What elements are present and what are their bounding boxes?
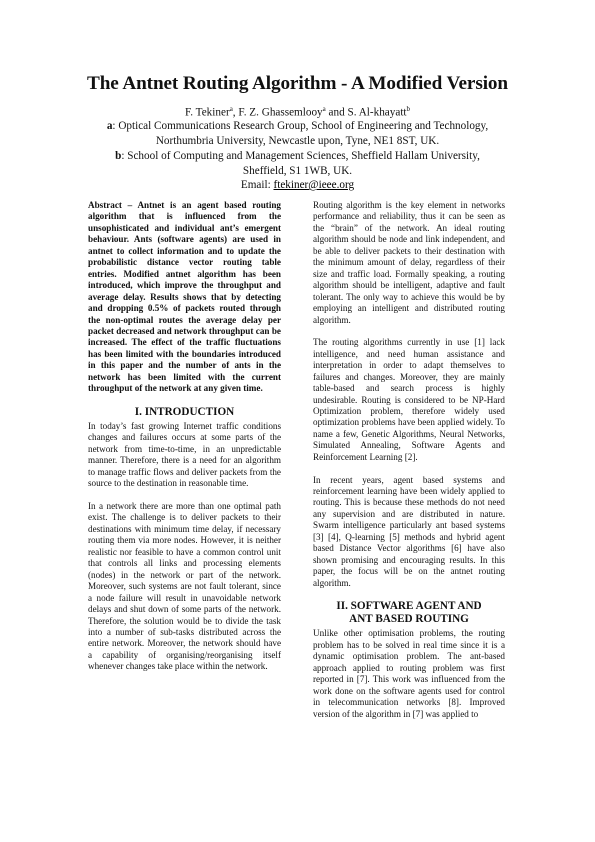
author-affil-mark: a [229,105,233,113]
author-name: F. Z. Ghassemlooy [238,106,323,119]
author-affil-mark: b [406,105,411,113]
author-separator: , [232,106,239,119]
body-paragraph: In today’s fast growing Internet traffic conditions changes and failures occurs at some parts of the network from time-to-time, in an unpredictable manner. Therefore, there is a need for an algorithm to manage traffic flows and deliver packets from the source to the destination in reasonable time. [88,421,281,489]
affiliation-line: Northumbria University, Newcastle upon, Tyne, NE1 8ST, UK. [155,135,440,147]
author-affil-mark: a [322,105,326,113]
author-line [60,102,535,121]
abstract: Abstract – Antnet is an agent based routing algorithm that is influenced from the unsophisticated and individual ant’s emergent behaviour. Ants (software agents) are used in antnet to collect information and to update the probabilistic distance vector routing table entries. Modified antnet algorithm has been introduced, which improve the throughput and average delay. Results shows that by detecting and dropping 0.5% of packets routed through the non-optimal routes the average delay per packet decreased and network throughput can be increased. The effect of the traffic fluctuations has been limited with the boundaries introduced in this paper and the number of ants in the network has been limited with the current throughput of the network at any given time. [88,200,281,394]
affiliation-line: a: Optical Communications Research Group, School of Engineering and Technology, [106,120,489,132]
affiliation-b [60,149,535,179]
affiliation-mark: b [115,150,122,162]
paper-title: The Antnet Routing Algorithm - A Modified Version [87,73,508,94]
right-column [313,200,505,731]
author-name: S. Al-khayatt [347,106,407,119]
email-label: Email: [240,179,274,191]
author-separator: and [325,106,348,119]
section-heading-software-agent [313,600,505,626]
section-heading-line: ANT BASED ROUTING [349,613,469,626]
body-paragraph: In a network there are more than one optimal path exist. The challenge is to deliver packets to their destinations with minimum time delay, if necessary routing them via more nodes. However, it is neither realistic nor feasible to have a common control unit that controls all links and processing elements (nodes) in the network or part of the network. Moreover, such systems are not fault tolerant, since a node failure will result in unavoidable network delays and shut down of some parts of the network. Therefore, the solution would be to divide the task into a number of sub-tasks distributed across the entire network. Moreover, the network should have a capability of organising/reorganising itself whenever changes take place within the network. [88,501,281,672]
left-column [88,200,281,684]
affiliation-text: School of Computing and Management Sciences, Sheffield Hallam University, [127,150,480,162]
author-name: F. Tekiner [184,106,230,119]
affiliation-line: Sheffield, S1 1WB, UK. [242,165,353,177]
body-paragraph: The routing algorithms currently in use [1] lack intelligence, and need human assistance and interpretation in order to adapt themselves to failures and changes. Moreover, they are mainly table-based and search process is highly undesirable. Routing is considered to be NP-Hard Optimization problem, therefore widely used optimization problems have been applied widely. To name a few, Genetic Algorithms, Neural Networks, Simulated Annealing, Software Agents and Reinforcement Learning [2]. [313,337,505,462]
body-paragraph: Unlike other optimisation problems, the routing problem has to be solved in real time since it is a dynamic optimisation problem. The ant-based approach applied to routing problem was first reported in [7]. This work was influenced from the work done on the software agents used for control in telecommunication networks [8]. Improved version of the algorithm in [7] was applied to [313,628,505,719]
body-paragraph: Routing algorithm is the key element in networks performance and reliability, thus it can be seen as the “brain” of the network. An ideal routing algorithm should be node and link independent, and be able to deliver packets to their destination with the minimum amount of delay, regardless of their size and traffic load. Formally speaking, a routing algorithm should be intelligent, adaptive and fault tolerant. The only way to achieve this would be by employing an intelligent and distributed routing algorithm. [313,200,505,325]
affiliation-a [60,119,535,149]
email-link[interactable]: ftekiner@ieee.org [273,179,355,191]
affiliation-text: Optical Communications Research Group, School of Engineering and Technology, [118,120,489,132]
section-heading-introduction: I. INTRODUCTION [134,406,235,418]
section-heading-line: II. SOFTWARE AGENT AND [336,600,482,613]
affiliation-mark: a [106,120,113,132]
email-line [60,178,535,193]
affiliation-line: b: School of Computing and Management Sciences, Sheffield Hallam University, [115,150,480,162]
body-paragraph: In recent years, agent based systems and reinforcement learning have been widely applied to routing. This is because these methods do not need any supervision and are distributed in nature. Swarm intelligence particularly ant based systems [3] [4], Q-learning [5] methods and hybrid agent based Distance Vector algorithms [6] have also shown promising and encouraging results. In this paper, the focus will be on the antnet routing algorithm. [313,474,505,588]
